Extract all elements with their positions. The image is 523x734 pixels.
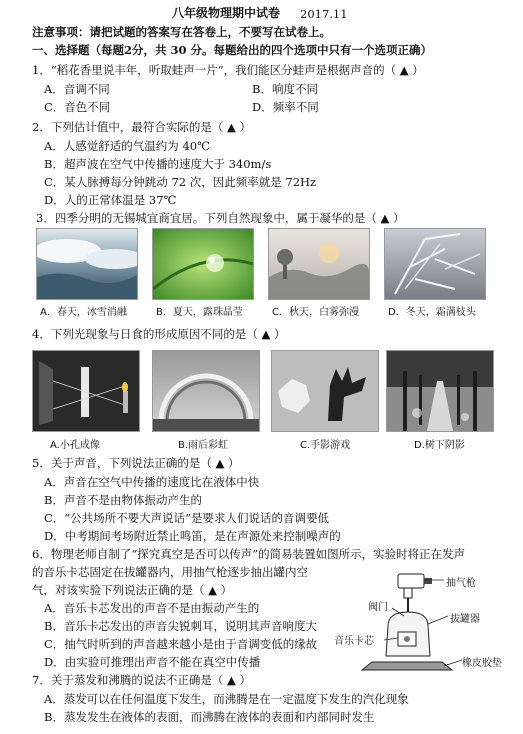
q1-option-c: C．音色不同 <box>44 100 111 114</box>
q3-image-frost <box>384 228 486 300</box>
q3-caption-a: A．春天，冰雪消融 <box>40 307 127 318</box>
q4-caption-b: B.雨后彩虹 <box>178 440 229 451</box>
exam-date: 2017.11 <box>300 7 348 21</box>
q1-option-b: B．响度不同 <box>252 82 318 96</box>
q6-option-b: B．音乐卡芯发出的声音尖锐刺耳，说明其声音响度大 <box>44 619 317 633</box>
q6-option-d: D．由实验可推理出声音不能在真空中传播 <box>44 655 261 669</box>
q4-caption-c: C.手影游戏 <box>300 440 351 451</box>
q3-stem: 3．四季分明的无锡城宜商宜居。下列自然现象中，属于凝华的是（ ▲ ） <box>36 211 405 225</box>
q4-image-hand-shadow <box>271 350 379 432</box>
q5-option-c: C．“公共场所不要大声说话”是要求人们说话的音调要低 <box>44 511 330 525</box>
q5-stem: 5．关于声音，下列说法正确的是（ ▲ ） <box>32 456 240 470</box>
q2-option-a: A．人感觉舒适的气温约为 40℃ <box>44 139 210 153</box>
label-pad: 橡皮胶垫 <box>462 658 502 669</box>
q4-image-pinhole <box>32 350 140 432</box>
section-heading: 一、选择题（每题2分，共 30 分。每题给出的四个选项中只有一个选项正确） <box>32 43 433 57</box>
q6-apparatus-diagram <box>332 570 512 678</box>
q1-option-a: A．音调不同 <box>44 82 110 96</box>
q6-option-a: A．音乐卡芯发出的声音不是由振动产生的 <box>44 601 260 615</box>
q4-stem: 4．下列光现象与日食的形成原因不同的是（ ▲ ） <box>32 327 286 341</box>
q2-option-c: C．某人脉搏每分钟跳动 72 次，因此频率就是 72Hz <box>44 175 317 189</box>
q4-image-rainbow <box>152 350 260 432</box>
q3-image-fog <box>268 228 370 300</box>
q4-image-tree-shade <box>386 350 494 432</box>
label-gun: 抽气枪 <box>446 578 476 589</box>
q7-option-b: B．蒸发发生在液体的表面，而沸腾在液体的表面和内部同时发生 <box>44 710 375 724</box>
q7-option-a: A．蒸发可以在任何温度下发生，而沸腾是在一定温度下发生的汽化现象 <box>44 692 409 706</box>
q7-stem: 7．关于蒸发和沸腾的说法不正确是（ ▲ ） <box>32 673 251 687</box>
q6-option-c: C．抽气时听到的声音越来越小是由于音调变低的缘故 <box>44 637 318 651</box>
q5-option-a: A．声音在空气中传播的速度比在液体中快 <box>44 475 260 489</box>
q3-caption-d: D．冬天，霜满枝头 <box>388 307 476 318</box>
notice: 注意事项：请把试题的答案写在答卷上，不要写在试卷上。 <box>32 25 331 39</box>
label-valve: 阀门 <box>368 602 388 613</box>
q6-stem-line2: 的音乐卡芯固定在拔罐器内，用抽气枪逐步抽出罐内空 <box>32 565 308 579</box>
q5-option-d: D．中考期间考场附近禁止鸣笛，是在声源处来控制噪声的 <box>44 529 341 543</box>
label-card: 音乐卡芯 <box>334 636 374 647</box>
exam-title: 八年级物理期中试卷 <box>172 6 281 20</box>
q1-option-d: D．频率不同 <box>252 100 319 114</box>
q2-stem: 2．下列估计值中，最符合实际的是（ ▲ ） <box>32 120 251 134</box>
q3-caption-b: B．夏天，露珠晶莹 <box>156 307 243 318</box>
q2-option-b: B．超声波在空气中传播的速度大于 340m/s <box>44 157 272 171</box>
q5-option-b: B．声音不是由物体振动产生的 <box>44 493 202 507</box>
q1-stem: 1．“稻花香里说丰年，听取蛙声一片”，我们能区分蛙声是根据声音的（ ▲ ） <box>32 63 424 77</box>
q3-caption-c: C．秋天，白雾弥漫 <box>272 307 359 318</box>
q6-stem-line3: 气，对该实验下列说法正确的是（ ▲ ） <box>32 583 233 597</box>
q3-image-ice <box>36 228 138 300</box>
q6-stem-line1: 6．物理老师自制了“探究真空是否可以传声”的简易装置如图所示，实验时将正在发声 <box>32 547 466 561</box>
q4-caption-d: D.树下阴影 <box>414 440 465 451</box>
q3-image-dew <box>152 228 254 300</box>
q2-option-d: D．人的正常体温是 37℃ <box>44 193 177 207</box>
label-cupper: 拔罐器 <box>450 614 480 625</box>
q4-caption-a: A.小孔成像 <box>50 440 100 451</box>
